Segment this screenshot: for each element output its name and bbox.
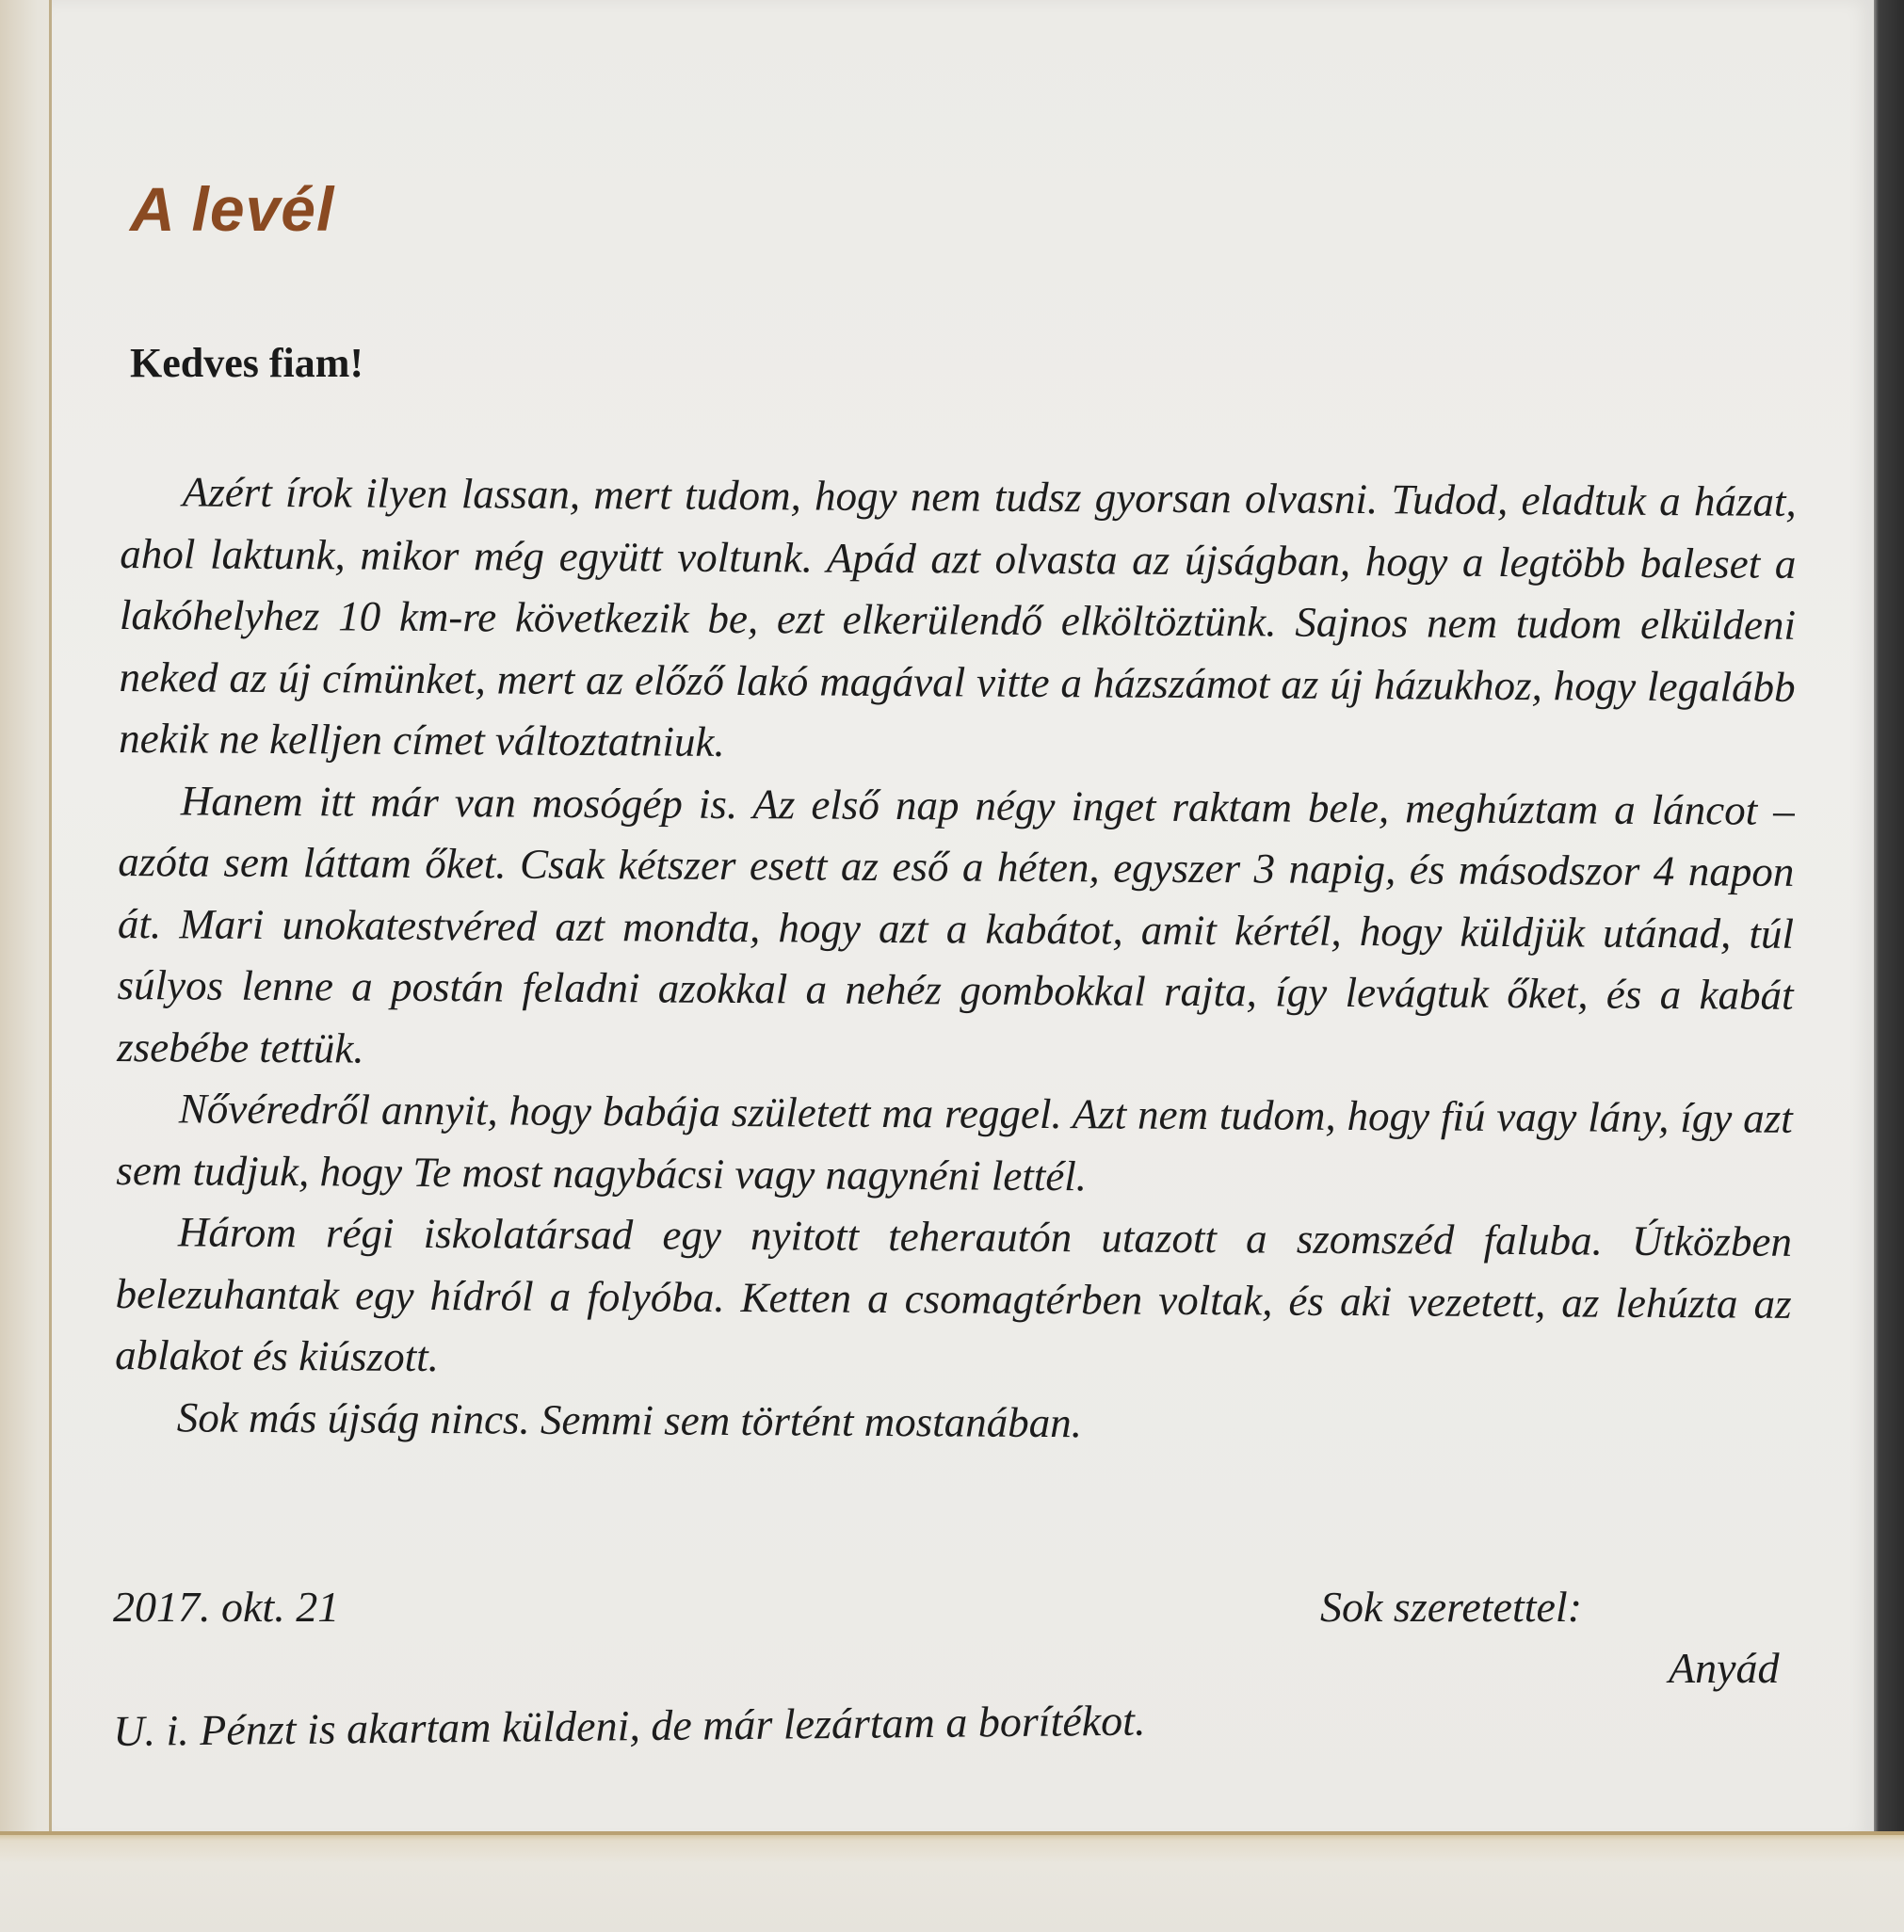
page-bottom-edge xyxy=(0,1831,1904,1932)
page-title: A levél xyxy=(130,174,335,245)
letter-paragraph: Azért írok ilyen lassan, mert tudom, hogy nem tudsz gyorsan olvasni. Tudod, eladtuk a házat, ahol laktunk, mikor még együtt voltunk. Apád azt olvasta az újságban, hogy a legtöbb baleset a lakóhelyhez 10 km-re következik be, ezt elkerülendő elköltöztünk. Sajnos nem tudom elküldeni neked az új címünket, mert az előző lakó magával vitte a házszámot az új házukhoz, hogy legalább nekik ne kelljen címet változtatniuk. xyxy=(119,468,1797,765)
letter-body xyxy=(115,461,1797,1458)
letter-paragraph: Három régi iskolatársad egy nyitott teherautón utazott a szomszéd faluba. Útközben belezuhantak egy hídról a folyóba. Ketten a csomagtérben voltak, és aki vezetett, az lehúzta az ablakot és kiúszott. xyxy=(115,1208,1793,1381)
letter-paragraph: Hanem itt már van mosógép is. Az első nap négy inget raktam bele, meghúztam a láncot – azóta sem láttam őket. Csak kétszer esett az eső a héten, egyszer 3 napig, és másodszor 4 napon át. Mari unokatestvéred azt mondta, hogy azt a kabátot, amit kértél, hogy küldjük utánad, túl súlyos lenne a postán feladni azokkal a nehéz gombokkal rajta, így levágtuk őket, és a kabát zsebébe tettük. xyxy=(117,776,1795,1072)
letter-paragraph: Nővéredről annyit, hogy babája született ma reggel. Azt nem tudom, hogy fiú vagy lány, így azt sem tudjuk, hogy Te most nagybácsi vagy nagynéni lettél. xyxy=(116,1085,1793,1199)
letter-postscript: U. i. Pénzt is akartam küldeni, de már lezártam a borítékot. xyxy=(113,1696,1146,1755)
letter-paragraph: Sok más újság nincs. Semmi sem történt mostanában. xyxy=(176,1393,1083,1446)
letter-signature: Anyád xyxy=(1669,1644,1780,1692)
letter-salutation: Kedves fiam! xyxy=(130,340,364,386)
letter-closing: Sok szeretettel: xyxy=(1320,1583,1583,1631)
letter-date: 2017. okt. 21 xyxy=(113,1583,340,1631)
